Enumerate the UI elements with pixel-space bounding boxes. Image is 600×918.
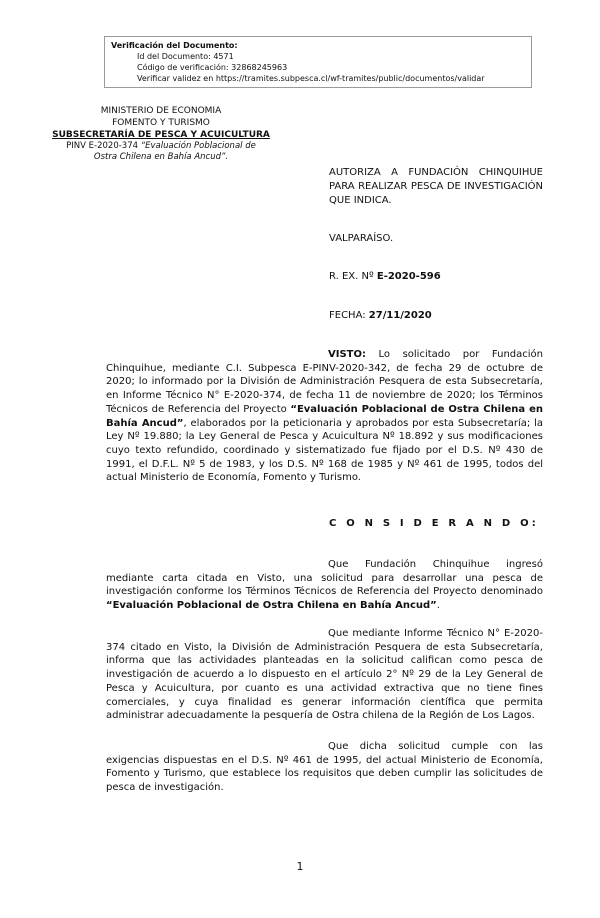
paragraph-1-project: “Evaluación Poblacional de Ostra Chilena en Bahía Ancud” xyxy=(106,600,437,612)
verification-code: • Código de verificación: 32868245963 xyxy=(137,62,525,73)
visto-project-title: “Evaluación Poblacional de Ostra Chilena en Bahía Ancud” xyxy=(106,403,543,429)
paragraph-2-text: Que mediante Informe Técnico N° E-2020-374 citado en Visto, la División de Administración Pesquera de esta Subsecretaría, informa que las actividades planteadas en la solicitud califican como pesca de investigación de acuerdo a lo dispuesto en el artículo 2° Nº 29 de la Ley General de Pesca y Acuicultura, por cuanto es una actividad extractiva que no tiene fines comerciales, y cuya finalidad es generar información científica que permita administrar adecuadamente la pesquería de Ostra chilena de la Región de Los Lagos. xyxy=(106,628,543,722)
fecha-label: FECHA: xyxy=(329,310,369,321)
ministry-header xyxy=(30,105,292,163)
rex-label: R. EX. Nº xyxy=(329,271,377,282)
pinv-title-2: Ostra Chilena en Bahía Ancud”. xyxy=(93,152,229,162)
considerando-paragraph-3 xyxy=(106,740,543,795)
resolution-date xyxy=(329,309,543,323)
visto-text-a: Lo solicitado por Fundación Chinquihue, mediante C.I. Subpesca E-PINV-2020-342, de fecha 29 de octubre de 2020; lo informado por la División de Administración Pesquera de esta Subsecretaría, en Informe Técnico N° E-2020-374, de fecha 11 de noviembre de 2020; los Términos Técnicos de Referencia del Proyecto xyxy=(106,349,543,415)
ministry-line-1: MINISTERIO DE ECONOMIA xyxy=(100,106,222,116)
verification-box xyxy=(104,36,532,88)
visto-paragraph xyxy=(106,348,543,485)
page-number: 1 xyxy=(296,860,304,873)
verification-document-id: • Id del Documento: 4571 xyxy=(137,51,525,62)
visto-label: VISTO: xyxy=(328,349,366,360)
resolution-summary: AUTORIZA A FUNDACIÓN CHINQUIHUE PARA REALIZAR PESCA DE INVESTIGACIÓN QUE INDICA. xyxy=(329,167,543,206)
fecha-value: 27/11/2020 xyxy=(368,310,432,321)
verification-list xyxy=(111,51,525,84)
city: VALPARAÍSO. xyxy=(329,233,394,244)
subsecretaria-name: SUBSECRETARÍA DE PESCA Y ACUICULTURA xyxy=(52,130,270,140)
visto-text-b: , elaborados por la peticionaria y aprobados por esta Subsecretaría; la Ley Nº 19.880; la Ley General de Pesca y Acuicultura Nº 18.892 y sus modificaciones cuyo texto refundido, coordinado y sistematizado fue fijado por el D.S. Nº 430 de 1991, el D.F.L. Nº 5 de 1983, y los D.S. Nº 168 de 1985 y Nº 461 de 1995, todos del actual Ministerio de Economía, Fomento y Turismo. xyxy=(106,417,543,484)
ministry-line-2: FOMENTO Y TURISMO xyxy=(112,118,210,128)
considerando-paragraph-1 xyxy=(106,558,543,613)
considerando-heading: C O N S I D E R A N D O: xyxy=(329,518,539,529)
pinv-reference xyxy=(30,141,292,163)
resolution-number xyxy=(329,270,543,284)
rex-value: E-2020-596 xyxy=(376,271,441,282)
pinv-code: PINV E-2020-374 xyxy=(66,141,141,151)
considerando-paragraph-2 xyxy=(106,627,543,723)
verification-url[interactable]: • Verificar validez en https://tramites.subpesca.cl/wf-tramites/public/documentos/validar xyxy=(137,73,525,84)
paragraph-3-text: Que dicha solicitud cumple con las exigencias dispuestas en el D.S. Nº 461 de 1995, del actual Ministerio de Economía, Fomento y Turismo, que establece los requisitos que deben cumplir las solicitudes de pesca de investigación. xyxy=(106,741,543,794)
paragraph-1-text: Que Fundación Chinquihue ingresó mediante carta citada en Visto, una solicitud para desarrollar una pesca de investigación conforme los Términos Técnicos de Referencia del Proyecto denominado xyxy=(106,559,543,598)
paragraph-1-end: . xyxy=(436,600,440,612)
verification-title: Verificación del Documento: xyxy=(111,41,238,50)
pinv-title-1: “Evaluación Poblacional de xyxy=(140,141,256,151)
